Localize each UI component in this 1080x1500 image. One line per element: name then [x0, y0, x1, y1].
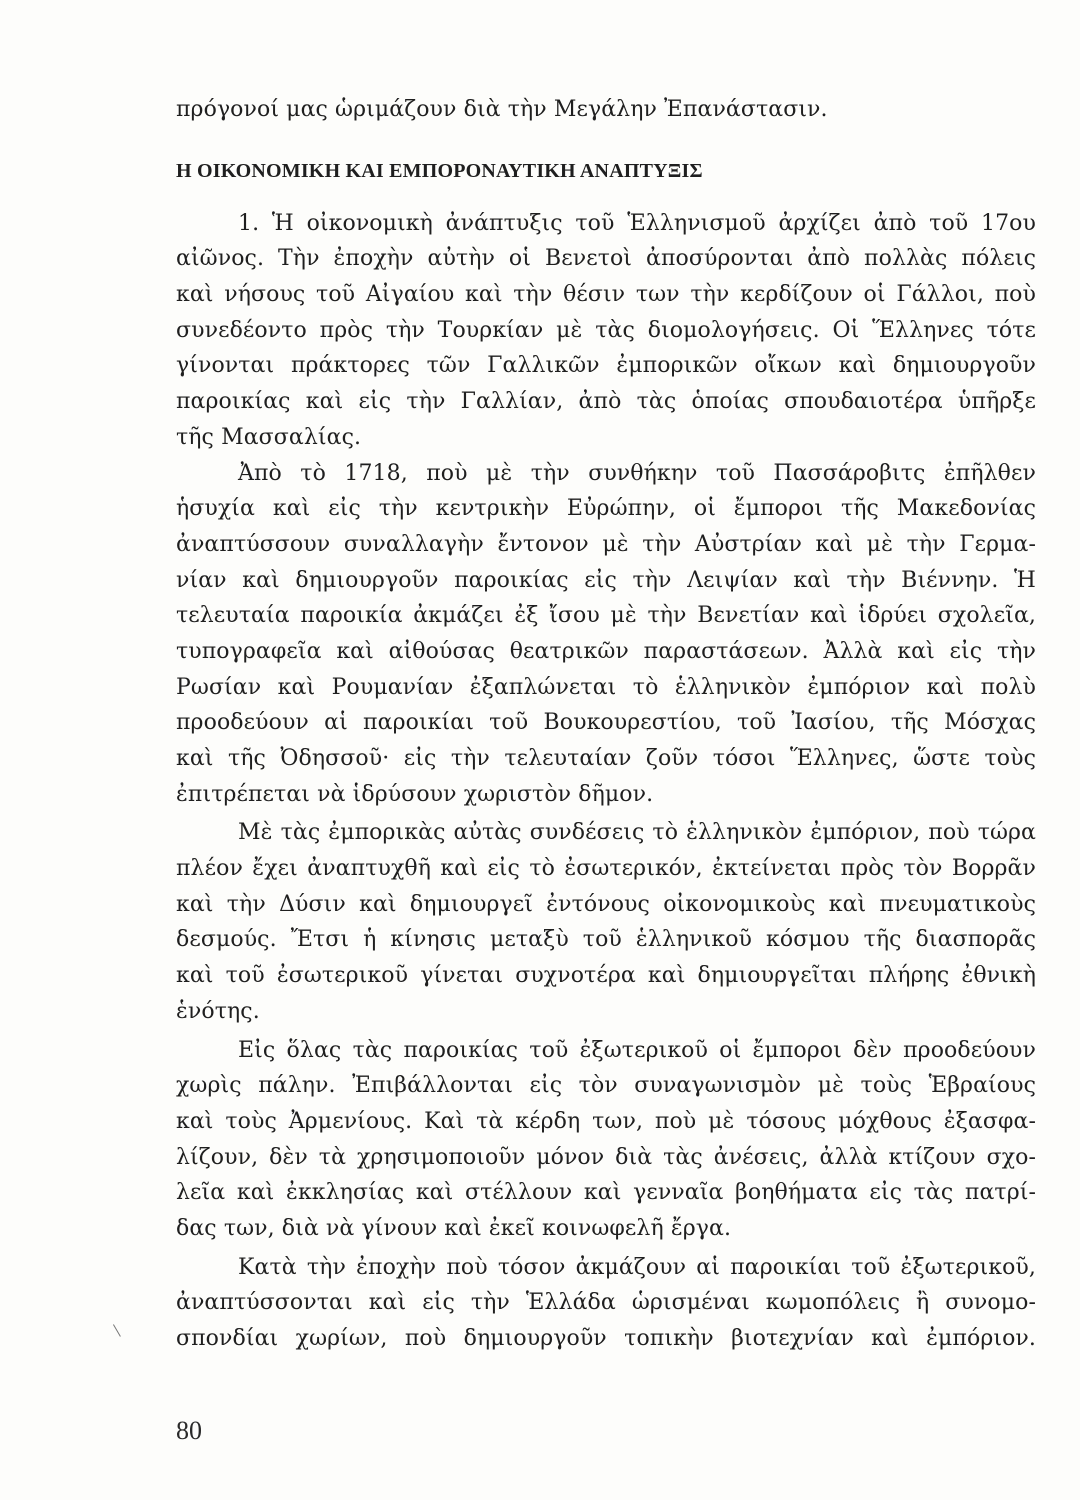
- p4-line-1: Εἰς ὅλας τὰς παροικίας τοῦ ἐξωτερικοῦ οἱ ἔμποροι δὲν προοδεύουν: [238, 1037, 1036, 1063]
- p2-line-8: προοδεύουν αἱ παροικίαι τοῦ Βουκουρεστίου, τοῦ Ἰασίου, τῆς Μόσχας: [176, 710, 1036, 736]
- p2-line-7: Ρωσίαν καὶ Ρουμανίαν ἐξαπλώνεται τὸ ἑλληνικὸν ἐμπόριον καὶ πολὺ: [176, 674, 1036, 700]
- p4-line-6: δας των, διὰ νὰ γίνουν καὶ ἐκεῖ κοινωφελῆ ἔργα.: [176, 1215, 732, 1241]
- p1-line-4: συνεδέοντο πρὸς τὴν Τουρκίαν μὲ τὰς διομολογήσεις. Οἱ Ἕλληνες τότε: [176, 317, 1036, 343]
- p3-line-3: καὶ τὴν Δύσιν καὶ δημιουργεῖ ἐντόνους οἰκονομικοὺς καὶ πνευματικοὺς: [176, 891, 1036, 917]
- p4-line-2: χωρὶς πάλην. Ἐπιβάλλονται εἰς τὸν συναγωνισμὸν μὲ τοὺς Ἑβραίους: [176, 1073, 1036, 1099]
- p1-line-1: 1. Ἡ οἰκονομικὴ ἀνάπτυξις τοῦ Ἑλληνισμοῦ ἀρχίζει ἀπὸ τοῦ 17ου: [238, 210, 1036, 236]
- p3-line-6: ἑνότης.: [176, 998, 260, 1024]
- p4-line-4: λίζουν, δὲν τὰ χρησιμοποιοῦν μόνον διὰ τὰς ἀνέσεις, ἀλλὰ κτίζουν σχο-: [176, 1144, 1036, 1170]
- p2-line-10: ἐπιτρέπεται νὰ ἱδρύσουν χωριστὸν δῆμον.: [176, 781, 654, 807]
- p1-line-2: αἰῶνος. Τὴν ἐποχὴν αὐτὴν οἱ Βενετοὶ ἀποσύρονται ἀπὸ πολλὰς πόλεις: [176, 246, 1036, 272]
- p1-line-6: παροικίας καὶ εἰς τὴν Γαλλίαν, ἀπὸ τὰς ὁποίας σπουδαιοτέρα ὑπῆρξε: [176, 389, 1036, 415]
- p5-line-2: ἀναπτύσσονται καὶ εἰς τὴν Ἑλλάδα ὡρισμέναι κωμοπόλεις ἢ συνομο-: [176, 1290, 1036, 1316]
- text-column: [176, 92, 1036, 1357]
- p2-line-1: Ἀπὸ τὸ 1718, ποὺ μὲ τὴν συνθήκην τοῦ Πασσάροβιτς ἐπῆλθεν: [238, 460, 1036, 486]
- intro-line: πρόγονοί μας ὡριμάζουν διὰ τὴν Μεγάλην Ἐπανάστασιν.: [176, 97, 828, 122]
- p3-line-4: δεσμούς. Ἔτσι ἡ κίνησις μεταξὺ τοῦ ἑλληνικοῦ κόσμου τῆς διασπορᾶς: [176, 927, 1036, 953]
- p4-line-3: καὶ τοὺς Ἀρμενίους. Καὶ τὰ κέρδη των, ποὺ μὲ τόσους μόχθους ἐξασφα-: [176, 1108, 1036, 1134]
- p3-line-1: Μὲ τὰς ἐμπορικὰς αὐτὰς συνδέσεις τὸ ἑλληνικὸν ἐμπόριον, ποὺ τώρα: [238, 820, 1036, 846]
- p1-line-5: γίνονται πράκτορες τῶν Γαλλικῶν ἐμπορικῶν οἴκων καὶ δημιουργοῦν: [176, 353, 1036, 379]
- section-heading: Η ΟΙΚΟΝΟΜΙΚΗ ΚΑΙ ΕΜΠΟΡΟΝΑΥΤΙΚΗ ΑΝΑΠΤΥΞΙΣ: [176, 159, 703, 182]
- margin-pencil-mark: [113, 1321, 126, 1337]
- p1-line-3: καὶ νήσους τοῦ Αἰγαίου καὶ τὴν θέσιν των τὴν κερδίζουν οἱ Γάλλοι, ποὺ: [176, 282, 1036, 308]
- p5-line-3: σπονδίαι χωρίων, ποὺ δημιουργοῦν τοπικὴν βιοτεχνίαν καὶ ἐμπόριον.: [176, 1326, 1036, 1351]
- p2-line-2: ἡσυχία καὶ εἰς τὴν κεντρικὴν Εὐρώπην, οἱ ἔμποροι τῆς Μακεδονίας: [176, 496, 1036, 522]
- p1-line-7: τῆς Μασσαλίας.: [176, 424, 362, 450]
- p3-line-5: καὶ τοῦ ἐσωτερικοῦ γίνεται συχνοτέρα καὶ δημιουργεῖται πλήρης ἐθνικὴ: [176, 963, 1036, 989]
- p3-line-2: πλέον ἔχει ἀναπτυχθῆ καὶ εἰς τὸ ἐσωτερικόν, ἐκτείνεται πρὸς τὸν Βορρᾶν: [176, 856, 1036, 882]
- p4-line-5: λεῖα καὶ ἐκκλησίας καὶ στέλλουν καὶ γενναῖα βοηθήματα εἰς τὰς πατρί-: [176, 1180, 1036, 1206]
- p2-line-3: ἀναπτύσσουν συναλλαγὴν ἔντονον μὲ τὴν Αὐστρίαν καὶ μὲ τὴν Γερμα-: [176, 531, 1036, 557]
- p2-line-4: νίαν καὶ δημιουργοῦν παροικίας εἰς τὴν Λειψίαν καὶ τὴν Βιέννην. Ἡ: [176, 567, 1036, 593]
- p2-line-5: τελευταία παροικία ἀκμάζει ἐξ ἴσου μὲ τὴν Βενετίαν καὶ ἱδρύει σχολεῖα,: [176, 603, 1036, 629]
- p5-line-1: Κατὰ τὴν ἐποχὴν ποὺ τόσον ἀκμάζουν αἱ παροικίαι τοῦ ἐξωτερικοῦ,: [238, 1254, 1036, 1280]
- page-number: 80: [176, 1416, 202, 1445]
- p2-line-9: καὶ τῆς Ὀδησσοῦ· εἰς τὴν τελευταίαν ζοῦν τόσοι Ἕλληνες, ὥστε τοὺς: [176, 746, 1036, 771]
- p2-line-6: τυπογραφεῖα καὶ αἰθούσας θεατρικῶν παραστάσεων. Ἀλλὰ καὶ εἰς τὴν: [176, 638, 1036, 664]
